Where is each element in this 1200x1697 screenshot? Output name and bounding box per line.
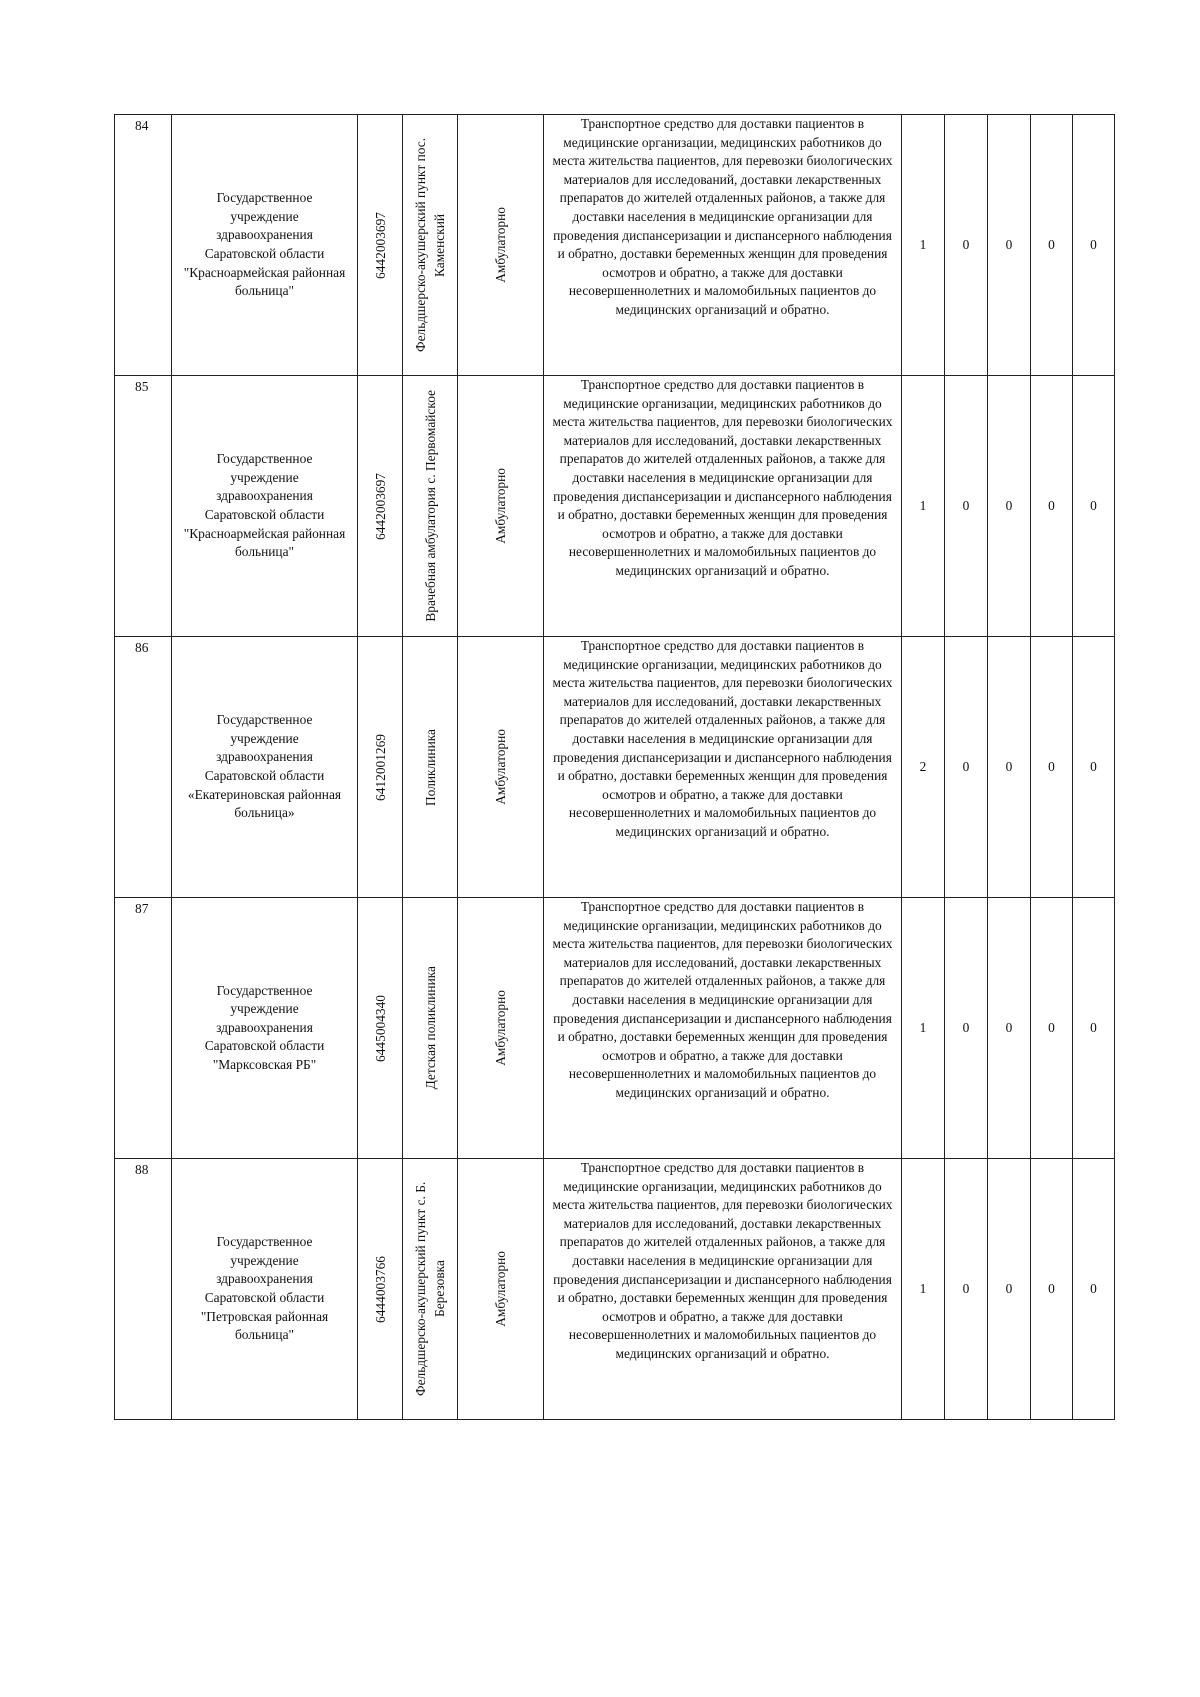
vehicle-description: Транспортное средство для доставки пациентов в медицинские организации, медицинских работников до места жительства пациентов, для перевозки биологических материалов для исследований, доставки лекарственных препаратов до жителей отдаленных районов, а также для доставки населения в медицинские организации для проведения диспансеризации и диспансерного наблюдения и обратно, доставки беременных женщин для проведения осмотров и обратно, а также для доставки несовершеннолетних и маломобильных пациентов до медицинских организаций и обратно. [544,898,902,1159]
count-col-4: 0 [1031,898,1073,1159]
row-number: 87 [115,898,172,1159]
inn-value: 6445004340 [372,994,388,1062]
count-col-5: 0 [1073,1159,1115,1420]
organization-name: Государственное учреждение здравоохранения Саратовской области "Красноармейская районная больница" [172,376,358,637]
count-col-1: 1 [902,115,945,376]
row-number: 88 [115,1159,172,1420]
care-cell [458,898,544,1159]
unit-name: Поликлиника [422,728,438,806]
vehicle-description: Транспортное средство для доставки пациентов в медицинские организации, медицинских работников до места жительства пациентов, для перевозки биологических материалов для исследований, доставки лекарственных препаратов до жителей отдаленных районов, а также для доставки населения в медицинские организации для проведения диспансеризации и диспансерного наблюдения и обратно, доставки беременных женщин для проведения осмотров и обратно, а также для доставки несовершеннолетних и маломобильных пациентов до медицинских организаций и обратно. [544,376,902,637]
count-col-3: 0 [988,1159,1031,1420]
table-row [115,115,1115,376]
unit-name: Фельдшерско-акушерский пункт пос. Каменский [413,137,447,353]
care-cell [458,376,544,637]
organization-name: Государственное учреждение здравоохранения Саратовской области «Екатериновская районная больница» [172,637,358,898]
vehicle-description: Транспортное средство для доставки пациентов в медицинские организации, медицинских работников до места жительства пациентов, для перевозки биологических материалов для исследований, доставки лекарственных препаратов до жителей отдаленных районов, а также для доставки населения в медицинские организации для проведения диспансеризации и диспансерного наблюдения и обратно, доставки беременных женщин для проведения осмотров и обратно, а также для доставки несовершеннолетних и маломобильных пациентов до медицинских организаций и обратно. [544,1159,902,1420]
vehicle-description: Транспортное средство для доставки пациентов в медицинские организации, медицинских работников до места жительства пациентов, для перевозки биологических материалов для исследований, доставки лекарственных препаратов до жителей отдаленных районов, а также для доставки населения в медицинские организации для проведения диспансеризации и диспансерного наблюдения и обратно, доставки беременных женщин для проведения осмотров и обратно, а также для доставки несовершеннолетних и маломобильных пациентов до медицинских организаций и обратно. [544,115,902,376]
count-col-1: 2 [902,637,945,898]
inn-value: 6444003766 [372,1255,388,1323]
care-type: Амбулаторно [493,990,508,1066]
care-cell [458,637,544,898]
count-col-5: 0 [1073,898,1115,1159]
care-type: Амбулаторно [493,1251,508,1327]
count-col-2: 0 [945,898,988,1159]
count-col-5: 0 [1073,376,1115,637]
unit-cell [403,898,458,1159]
inn-cell [358,898,403,1159]
organization-name: Государственное учреждение здравоохранения Саратовской области "Марксовская РБ" [172,898,358,1159]
table-row [115,376,1115,637]
count-col-3: 0 [988,376,1031,637]
care-cell [458,1159,544,1420]
count-col-5: 0 [1073,115,1115,376]
count-col-2: 0 [945,1159,988,1420]
count-col-2: 0 [945,376,988,637]
organization-name: Государственное учреждение здравоохранения Саратовской области "Петровская районная больница" [172,1159,358,1420]
count-col-1: 1 [902,376,945,637]
count-col-3: 0 [988,637,1031,898]
row-number: 85 [115,376,172,637]
inn-cell [358,1159,403,1420]
table-row [115,898,1115,1159]
vehicle-description: Транспортное средство для доставки пациентов в медицинские организации, медицинских работников до места жительства пациентов, для перевозки биологических материалов для исследований, доставки лекарственных препаратов до жителей отдаленных районов, а также для доставки населения в медицинские организации для проведения диспансеризации и диспансерного наблюдения и обратно, доставки беременных женщин для проведения осмотров и обратно, а также для доставки несовершеннолетних и маломобильных пациентов до медицинских организаций и обратно. [544,637,902,898]
count-col-2: 0 [945,637,988,898]
count-col-2: 0 [945,115,988,376]
organization-name: Государственное учреждение здравоохранения Саратовской области "Красноармейская районная больница" [172,115,358,376]
unit-cell [403,376,458,637]
count-col-3: 0 [988,115,1031,376]
count-col-3: 0 [988,898,1031,1159]
inn-value: 6442003697 [372,472,388,540]
count-col-1: 1 [902,1159,945,1420]
count-col-5: 0 [1073,637,1115,898]
inn-value: 6412001269 [372,733,388,801]
count-col-4: 0 [1031,115,1073,376]
count-col-4: 0 [1031,376,1073,637]
document-table [114,114,1115,1420]
count-col-4: 0 [1031,1159,1073,1420]
care-type: Амбулаторно [493,729,508,805]
unit-name: Детская поликлиника [422,966,438,1090]
care-type: Амбулаторно [493,468,508,544]
unit-cell [403,637,458,898]
row-number: 86 [115,637,172,898]
row-number: 84 [115,115,172,376]
inn-cell [358,376,403,637]
care-cell [458,115,544,376]
count-col-1: 1 [902,898,945,1159]
count-col-4: 0 [1031,637,1073,898]
inn-cell [358,637,403,898]
inn-cell [358,115,403,376]
unit-name: Врачебная амбулатория с. Первомайское [422,390,438,622]
table-row [115,1159,1115,1420]
unit-cell [403,1159,458,1420]
care-type: Амбулаторно [493,207,508,283]
unit-name: Фельдшерско-акушерский пункт с. Б. Березовка [413,1181,447,1397]
inn-value: 6442003697 [372,211,388,279]
unit-cell [403,115,458,376]
table-row [115,637,1115,898]
